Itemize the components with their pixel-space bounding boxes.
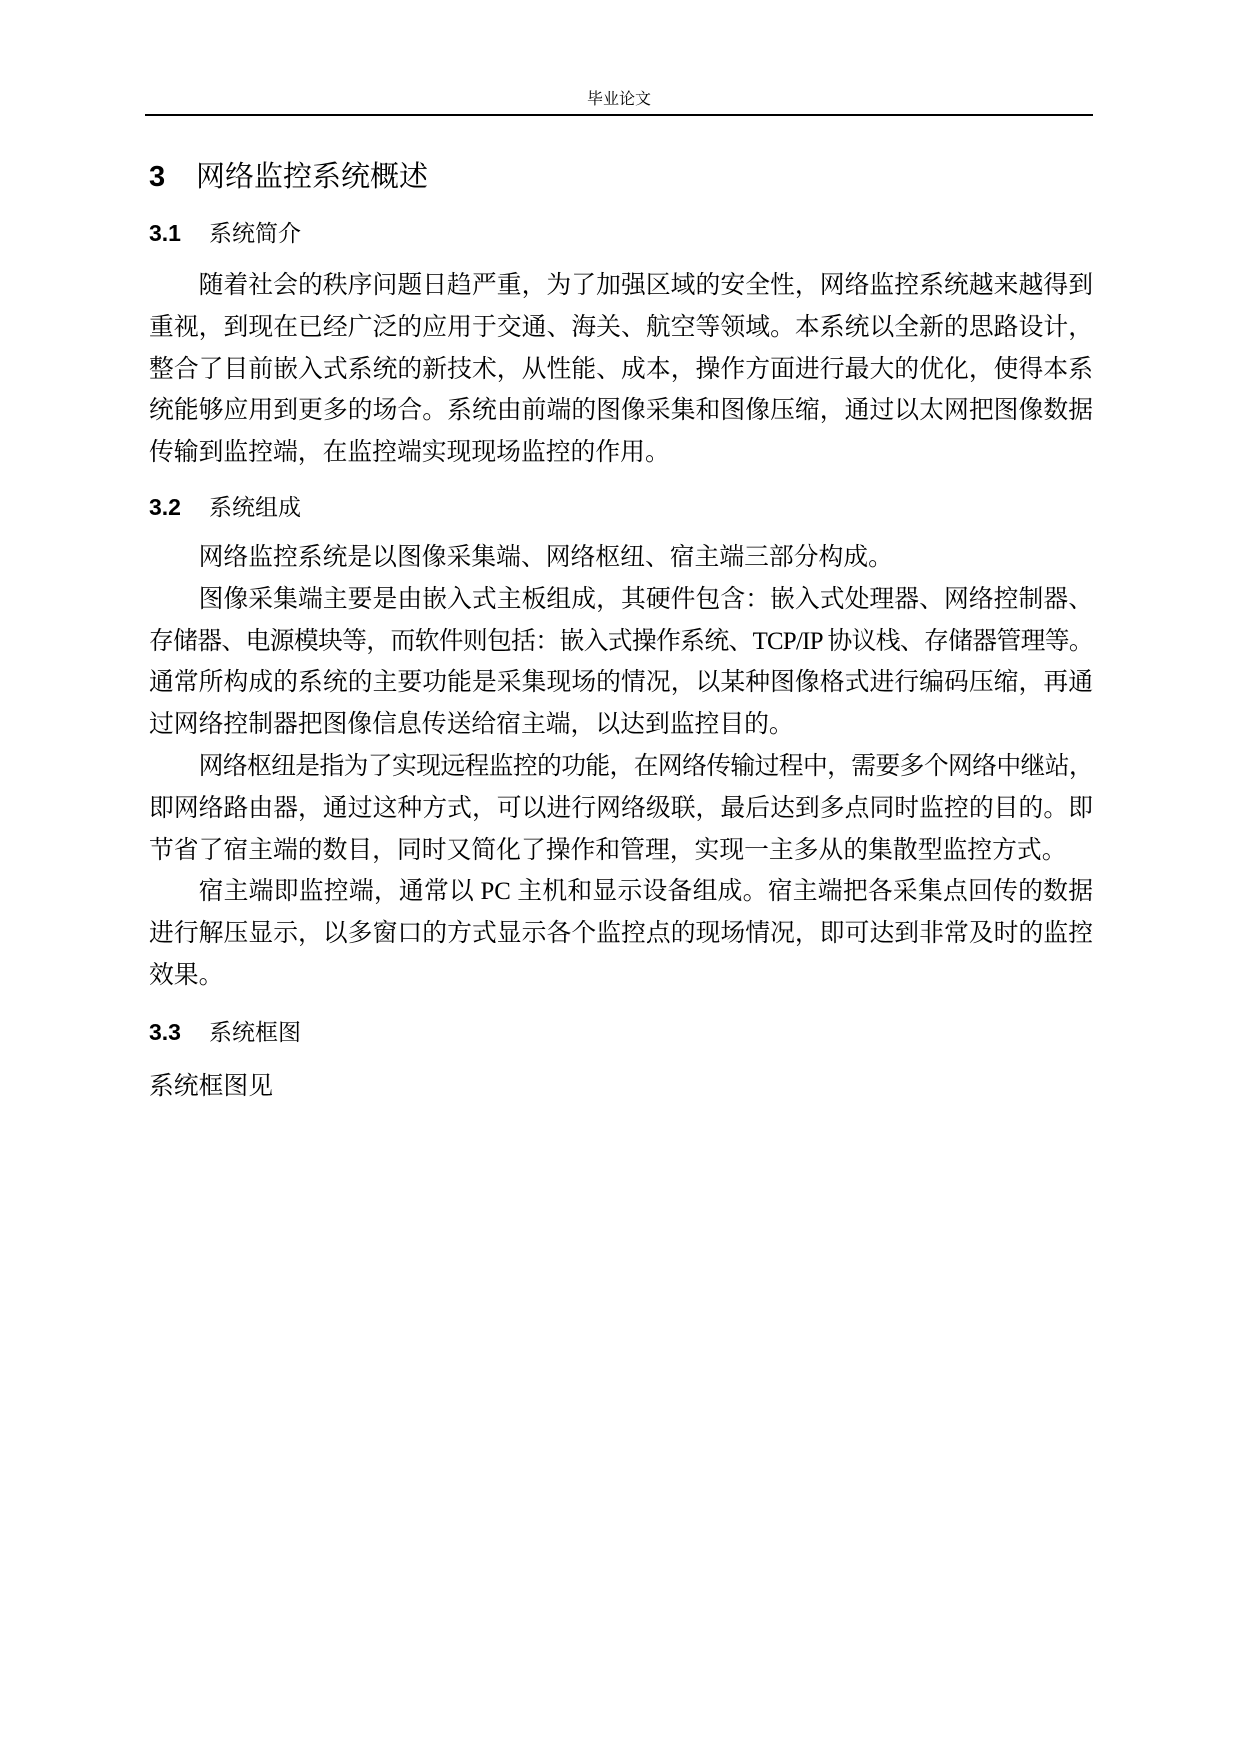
paragraph-line: 网络监控系统是以图像采集端、网络枢纽、宿主端三部分构成。 bbox=[198, 544, 893, 571]
paragraph-line: 通常所构成的系统的主要功能是采集现场的情况，以某种图像格式进行编码压缩，再通 bbox=[149, 669, 1093, 697]
section-title: 系统框图 bbox=[209, 1019, 301, 1045]
paragraph-line: 存储器、电源模块等，而软件则包括：嵌入式操作系统、TCP/IP 协议栈、存储器管理等。 bbox=[149, 627, 1093, 655]
running-header: 毕业论文 bbox=[586, 91, 651, 108]
paragraph-line: 系统框图见 bbox=[149, 1073, 273, 1100]
paragraph-line: 进行解压显示，以多窗口的方式显示各个监控点的现场情况，即可达到非常及时的监控 bbox=[149, 920, 1093, 948]
chapter-number: 3 bbox=[149, 161, 166, 193]
chapter-title: 网络监控系统概述 bbox=[196, 161, 429, 193]
paragraph bbox=[149, 746, 1093, 871]
section-number: 3.3 bbox=[149, 1019, 181, 1045]
paragraph-line: 传输到监控端，在监控端实现现场监控的作用。 bbox=[149, 439, 670, 467]
chapter-heading bbox=[149, 157, 428, 197]
paragraph-line: 效果。 bbox=[149, 961, 224, 989]
section-body bbox=[149, 265, 1093, 474]
paragraph bbox=[149, 1066, 1093, 1108]
section-heading bbox=[149, 216, 301, 250]
section-body bbox=[149, 537, 1093, 997]
paragraph bbox=[149, 537, 1093, 579]
paragraph bbox=[149, 871, 1093, 996]
paragraph-line: 图像采集端主要是由嵌入式主板组成，其硬件包含：嵌入式处理器、网络控制器、 bbox=[198, 585, 1093, 613]
section-number: 3.1 bbox=[149, 220, 181, 246]
header-rule bbox=[145, 114, 1093, 116]
paragraph-line: 网络枢纽是指为了实现远程监控的功能，在网络传输过程中，需要多个网络中继站， bbox=[198, 752, 1093, 780]
section-title: 系统简介 bbox=[209, 220, 301, 246]
section-body bbox=[149, 1066, 1093, 1108]
section-heading bbox=[149, 490, 301, 524]
paragraph-line: 重视，到现在已经广泛的应用于交通、海关、航空等领域。本系统以全新的思路设计， bbox=[149, 313, 1093, 341]
paragraph-line: 整合了目前嵌入式系统的新技术，从性能、成本，操作方面进行最大的优化，使得本系 bbox=[149, 355, 1093, 383]
paragraph bbox=[149, 265, 1093, 474]
paragraph-line: 统能够应用到更多的场合。系统由前端的图像采集和图像压缩，通过以太网把图像数据 bbox=[149, 397, 1093, 425]
paragraph-line: 宿主端即监控端，通常以 PC 主机和显示设备组成。宿主端把各采集点回传的数据 bbox=[198, 878, 1093, 906]
paragraph-line: 过网络控制器把图像信息传送给宿主端，以达到监控目的。 bbox=[149, 711, 794, 739]
section-heading bbox=[149, 1015, 301, 1049]
section-number: 3.2 bbox=[149, 494, 181, 520]
paragraph-line: 节省了宿主端的数目，同时又简化了操作和管理，实现一主多从的集散型监控方式。 bbox=[149, 836, 1067, 864]
paragraph-line: 随着社会的秩序问题日趋严重，为了加强区域的安全性，网络监控系统越来越得到 bbox=[198, 272, 1093, 299]
section-title: 系统组成 bbox=[209, 494, 301, 520]
paragraph-line: 即网络路由器，通过这种方式，可以进行网络级联，最后达到多点同时监控的目的。即 bbox=[149, 794, 1093, 822]
paragraph bbox=[149, 579, 1093, 746]
